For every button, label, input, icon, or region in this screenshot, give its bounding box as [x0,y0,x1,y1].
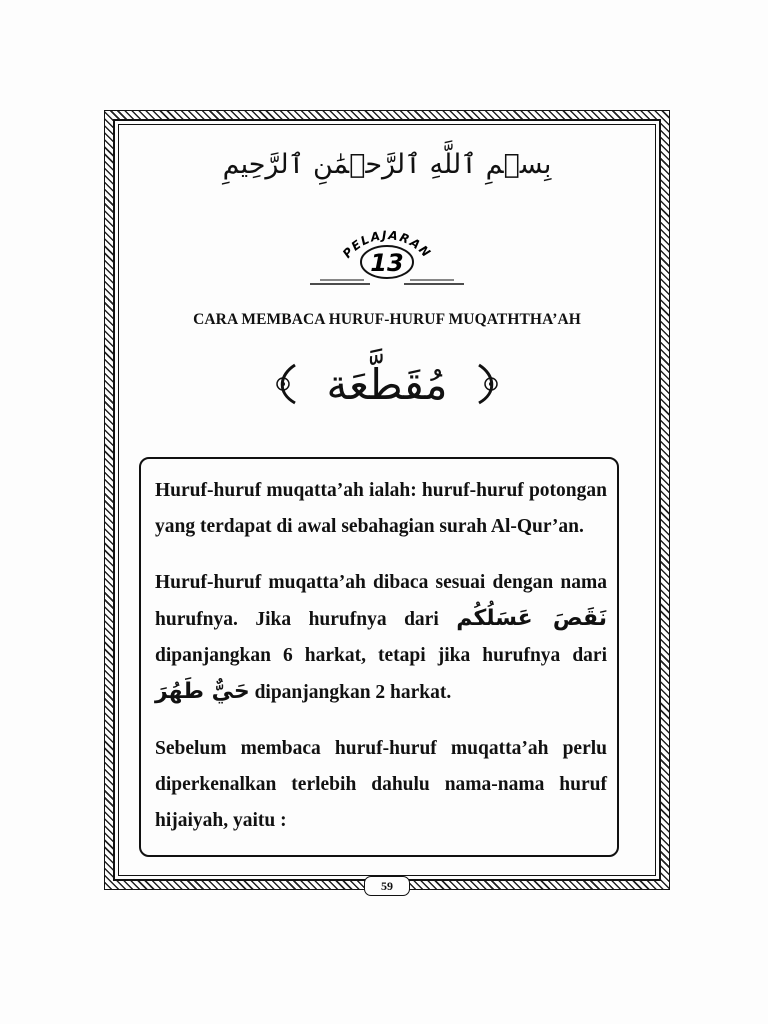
arabic-title: مُقَطَّعَة [326,359,448,409]
lesson-heading: CARA MEMBACA HURUF-HURUF MUQATHTHA’AH [193,311,581,328]
lesson-label: PELAJARAN [339,228,435,261]
page-frame [113,119,661,893]
page-number: 59 [364,876,410,896]
bismillah-text: بِسۡمِ ٱللَّهِ ٱلرَّحۡمَٰنِ ٱلرَّحِيمِ [222,149,552,180]
arabic-letters-six-harkat: نَقَصَ عَسَلُكُم [456,606,607,631]
page-border [104,110,670,893]
arabic-letters-two-harkat: حَيٌّ طَهُرَ [155,679,250,704]
paragraph-reading-rule: Huruf-huruf muqatta’ah dibaca sesuai dengan nama hurufnya. Jika hurufnya dari نَقَصَ عَسَلُكُم dipanjangkan 6 harkat, tetapi jika hurufnya dari حَيٌّ طَهُرَ dipanjangkan 2 harkat. [155,572,607,704]
ornament-left-icon [269,363,303,405]
paragraph-introduction: Sebelum membaca huruf-huruf muqatta’ah perlu diperkenalkan terlebih dahulu nama-nama huruf hijaiyah, yaitu : [155,738,607,831]
ornament-right-icon [471,363,505,405]
lesson-number: 13 [370,249,404,277]
title-row [115,349,659,419]
content-box [139,457,619,857]
paragraph-definition: Huruf-huruf muqatta’ah ialah: huruf-huruf potongan yang terdapat di awal sebahagian surah Al-Qur’an. [155,480,607,537]
lesson-badge [292,196,482,296]
